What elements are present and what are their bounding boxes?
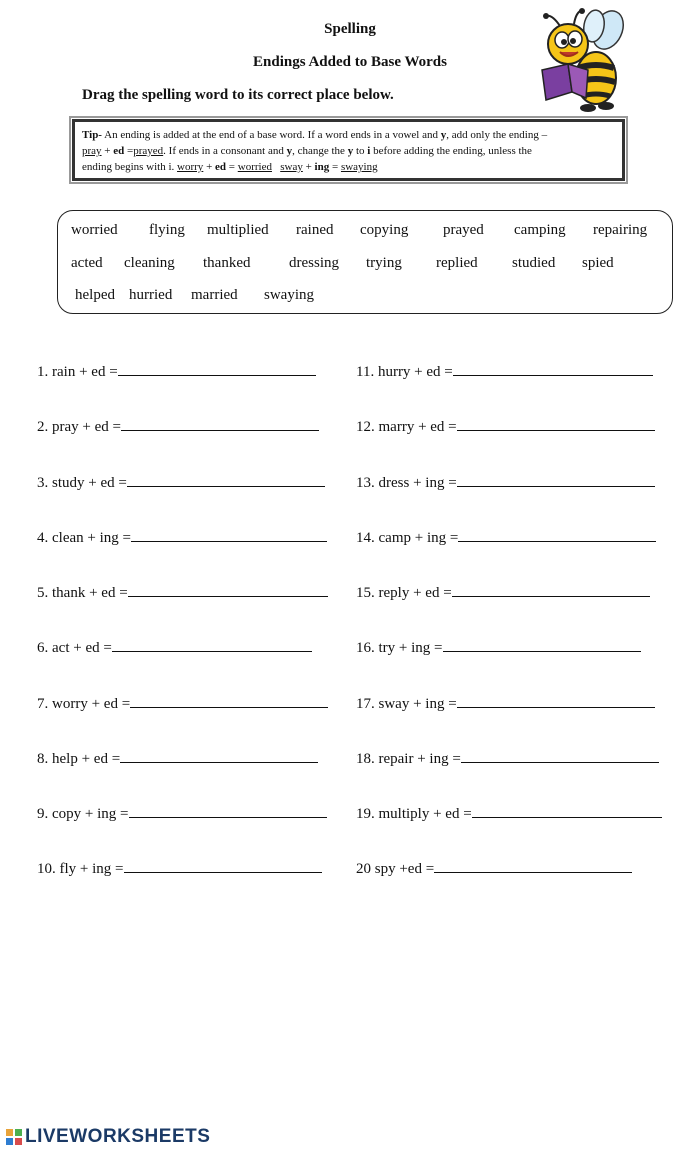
question-label: 13. dress + ing = bbox=[356, 475, 457, 491]
tip-text: ending begins with i. bbox=[82, 161, 178, 173]
answer-drop-zone[interactable] bbox=[443, 640, 641, 652]
tip-text: to bbox=[353, 145, 368, 157]
question-label: 8. help + ed = bbox=[37, 751, 121, 767]
question-label: 10. fly + ing = bbox=[37, 861, 124, 877]
answer-drop-zone[interactable] bbox=[457, 419, 655, 431]
answer-drop-zone[interactable] bbox=[124, 861, 322, 873]
tip-text: + bbox=[101, 145, 114, 157]
question-15 bbox=[356, 585, 650, 602]
tip-text: . If ends in a consonant and bbox=[163, 145, 287, 157]
word-tile-worried[interactable]: worried bbox=[71, 222, 118, 238]
tip-line-2 bbox=[82, 143, 615, 159]
question-4 bbox=[37, 530, 327, 547]
answer-drop-zone[interactable] bbox=[131, 530, 327, 542]
answer-drop-zone[interactable] bbox=[127, 475, 325, 487]
word-tile-spied[interactable]: spied bbox=[582, 255, 614, 271]
word-tile-rained[interactable]: rained bbox=[296, 222, 334, 238]
answer-drop-zone[interactable] bbox=[121, 419, 319, 431]
word-tile-repairing[interactable]: repairing bbox=[593, 222, 648, 238]
question-label: 3. study + ed = bbox=[37, 475, 127, 491]
answer-drop-zone[interactable] bbox=[461, 751, 659, 763]
question-11 bbox=[356, 364, 653, 381]
liveworksheets-logo-icon bbox=[6, 1129, 22, 1145]
tip-example: worried bbox=[237, 161, 272, 173]
bee-reading-icon bbox=[538, 8, 628, 114]
tip-text: , add only the ending – bbox=[446, 129, 548, 141]
question-label: 5. thank + ed = bbox=[37, 585, 128, 601]
tip-text: before adding the ending, unless the bbox=[370, 145, 532, 157]
tip-text: = bbox=[124, 145, 134, 157]
question-label: 2. pray + ed = bbox=[37, 419, 121, 435]
question-3 bbox=[37, 475, 325, 492]
tip-example: pray bbox=[82, 145, 102, 157]
question-12 bbox=[356, 419, 655, 436]
word-tile-multiplied[interactable]: multiplied bbox=[207, 222, 269, 238]
word-tile-copying[interactable]: copying bbox=[360, 222, 409, 238]
tip-y: y bbox=[440, 129, 447, 141]
brand-name: LIVEWORKSHEETS bbox=[25, 1126, 211, 1147]
word-tile-flying[interactable]: flying bbox=[149, 222, 185, 238]
answer-drop-zone[interactable] bbox=[453, 364, 653, 376]
question-2 bbox=[37, 419, 319, 436]
question-13 bbox=[356, 475, 655, 492]
question-label: 18. repair + ing = bbox=[356, 751, 461, 767]
question-label: 7. worry + ed = bbox=[37, 696, 131, 712]
tip-text: + bbox=[203, 161, 216, 173]
question-9 bbox=[37, 806, 327, 823]
answer-drop-zone[interactable] bbox=[130, 696, 328, 708]
word-tile-prayed[interactable]: prayed bbox=[443, 222, 484, 238]
tip-example: worry bbox=[177, 161, 204, 173]
question-label: 14. camp + ing = bbox=[356, 530, 459, 546]
word-tile-dressing[interactable]: dressing bbox=[289, 255, 339, 271]
answer-drop-zone[interactable] bbox=[434, 861, 632, 873]
word-tile-camping[interactable]: camping bbox=[514, 222, 566, 238]
tip-y: y bbox=[347, 145, 354, 157]
word-tile-helped[interactable]: helped bbox=[75, 287, 115, 303]
tip-text bbox=[272, 161, 280, 173]
question-label: 1. rain + ed = bbox=[37, 364, 118, 380]
answer-drop-zone[interactable] bbox=[129, 806, 327, 818]
question-18 bbox=[356, 751, 659, 768]
answer-drop-zone[interactable] bbox=[118, 364, 316, 376]
answer-drop-zone[interactable] bbox=[457, 475, 655, 487]
tip-y: y bbox=[286, 145, 293, 157]
question-19 bbox=[356, 806, 662, 823]
answer-drop-zone[interactable] bbox=[452, 585, 650, 597]
answer-drop-zone[interactable] bbox=[458, 530, 656, 542]
word-tile-acted[interactable]: acted bbox=[71, 255, 103, 271]
word-tile-replied[interactable]: replied bbox=[436, 255, 478, 271]
answer-drop-zone[interactable] bbox=[472, 806, 662, 818]
question-label: 12. marry + ed = bbox=[356, 419, 457, 435]
tip-box bbox=[72, 119, 625, 181]
question-label: 20 spy +ed = bbox=[356, 861, 435, 877]
question-label: 9. copy + ing = bbox=[37, 806, 129, 822]
word-tile-hurried[interactable]: hurried bbox=[129, 287, 173, 303]
question-10 bbox=[37, 861, 322, 878]
page-title: Spelling bbox=[324, 21, 376, 37]
tip-text: , change the bbox=[292, 145, 348, 157]
word-tile-swaying[interactable]: swaying bbox=[264, 287, 314, 303]
question-6 bbox=[37, 640, 312, 657]
tip-text: = bbox=[226, 161, 238, 173]
question-5 bbox=[37, 585, 328, 602]
question-label: 15. reply + ed = bbox=[356, 585, 452, 601]
question-label: 6. act + ed = bbox=[37, 640, 112, 656]
question-label: 19. multiply + ed = bbox=[356, 806, 472, 822]
tip-text: + bbox=[302, 161, 315, 173]
word-bank bbox=[57, 210, 673, 314]
tip-text: An ending is added at the end of a base word. If a word ends in a vowel and bbox=[101, 129, 441, 141]
tip-line-1 bbox=[82, 127, 615, 143]
question-14 bbox=[356, 530, 656, 547]
tip-example: swaying bbox=[340, 161, 378, 173]
tip-ending: ing bbox=[314, 161, 330, 173]
tip-ending: ed bbox=[215, 161, 227, 173]
answer-drop-zone[interactable] bbox=[128, 585, 328, 597]
question-label: 16. try + ing = bbox=[356, 640, 443, 656]
word-tile-thanked[interactable]: thanked bbox=[203, 255, 251, 271]
question-8 bbox=[37, 751, 318, 768]
tip-label: Tip- bbox=[82, 129, 102, 141]
word-tile-trying[interactable]: trying bbox=[366, 255, 402, 271]
tip-line-3 bbox=[82, 159, 615, 175]
tip-ending: ed bbox=[113, 145, 125, 157]
word-tile-cleaning[interactable]: cleaning bbox=[124, 255, 175, 271]
page-subtitle: Endings Added to Base Words bbox=[253, 54, 447, 70]
question-16 bbox=[356, 640, 641, 657]
answer-drop-zone[interactable] bbox=[120, 751, 318, 763]
question-20 bbox=[356, 861, 632, 878]
answer-drop-zone[interactable] bbox=[457, 696, 655, 708]
question-17 bbox=[356, 696, 655, 713]
instruction-text: Drag the spelling word to its correct place below. bbox=[82, 87, 394, 103]
liveworksheets-logo bbox=[6, 1126, 210, 1148]
question-1 bbox=[37, 364, 316, 381]
word-tile-married[interactable]: married bbox=[191, 287, 238, 303]
question-label: 17. sway + ing = bbox=[356, 696, 457, 712]
tip-example: prayed bbox=[133, 145, 164, 157]
word-tile-studied[interactable]: studied bbox=[512, 255, 556, 271]
question-label: 4. clean + ing = bbox=[37, 530, 131, 546]
question-7 bbox=[37, 696, 328, 713]
tip-example: sway bbox=[280, 161, 303, 173]
answer-drop-zone[interactable] bbox=[112, 640, 312, 652]
question-label: 11. hurry + ed = bbox=[356, 364, 453, 380]
tip-text: = bbox=[329, 161, 341, 173]
tip-i: i bbox=[367, 145, 371, 157]
